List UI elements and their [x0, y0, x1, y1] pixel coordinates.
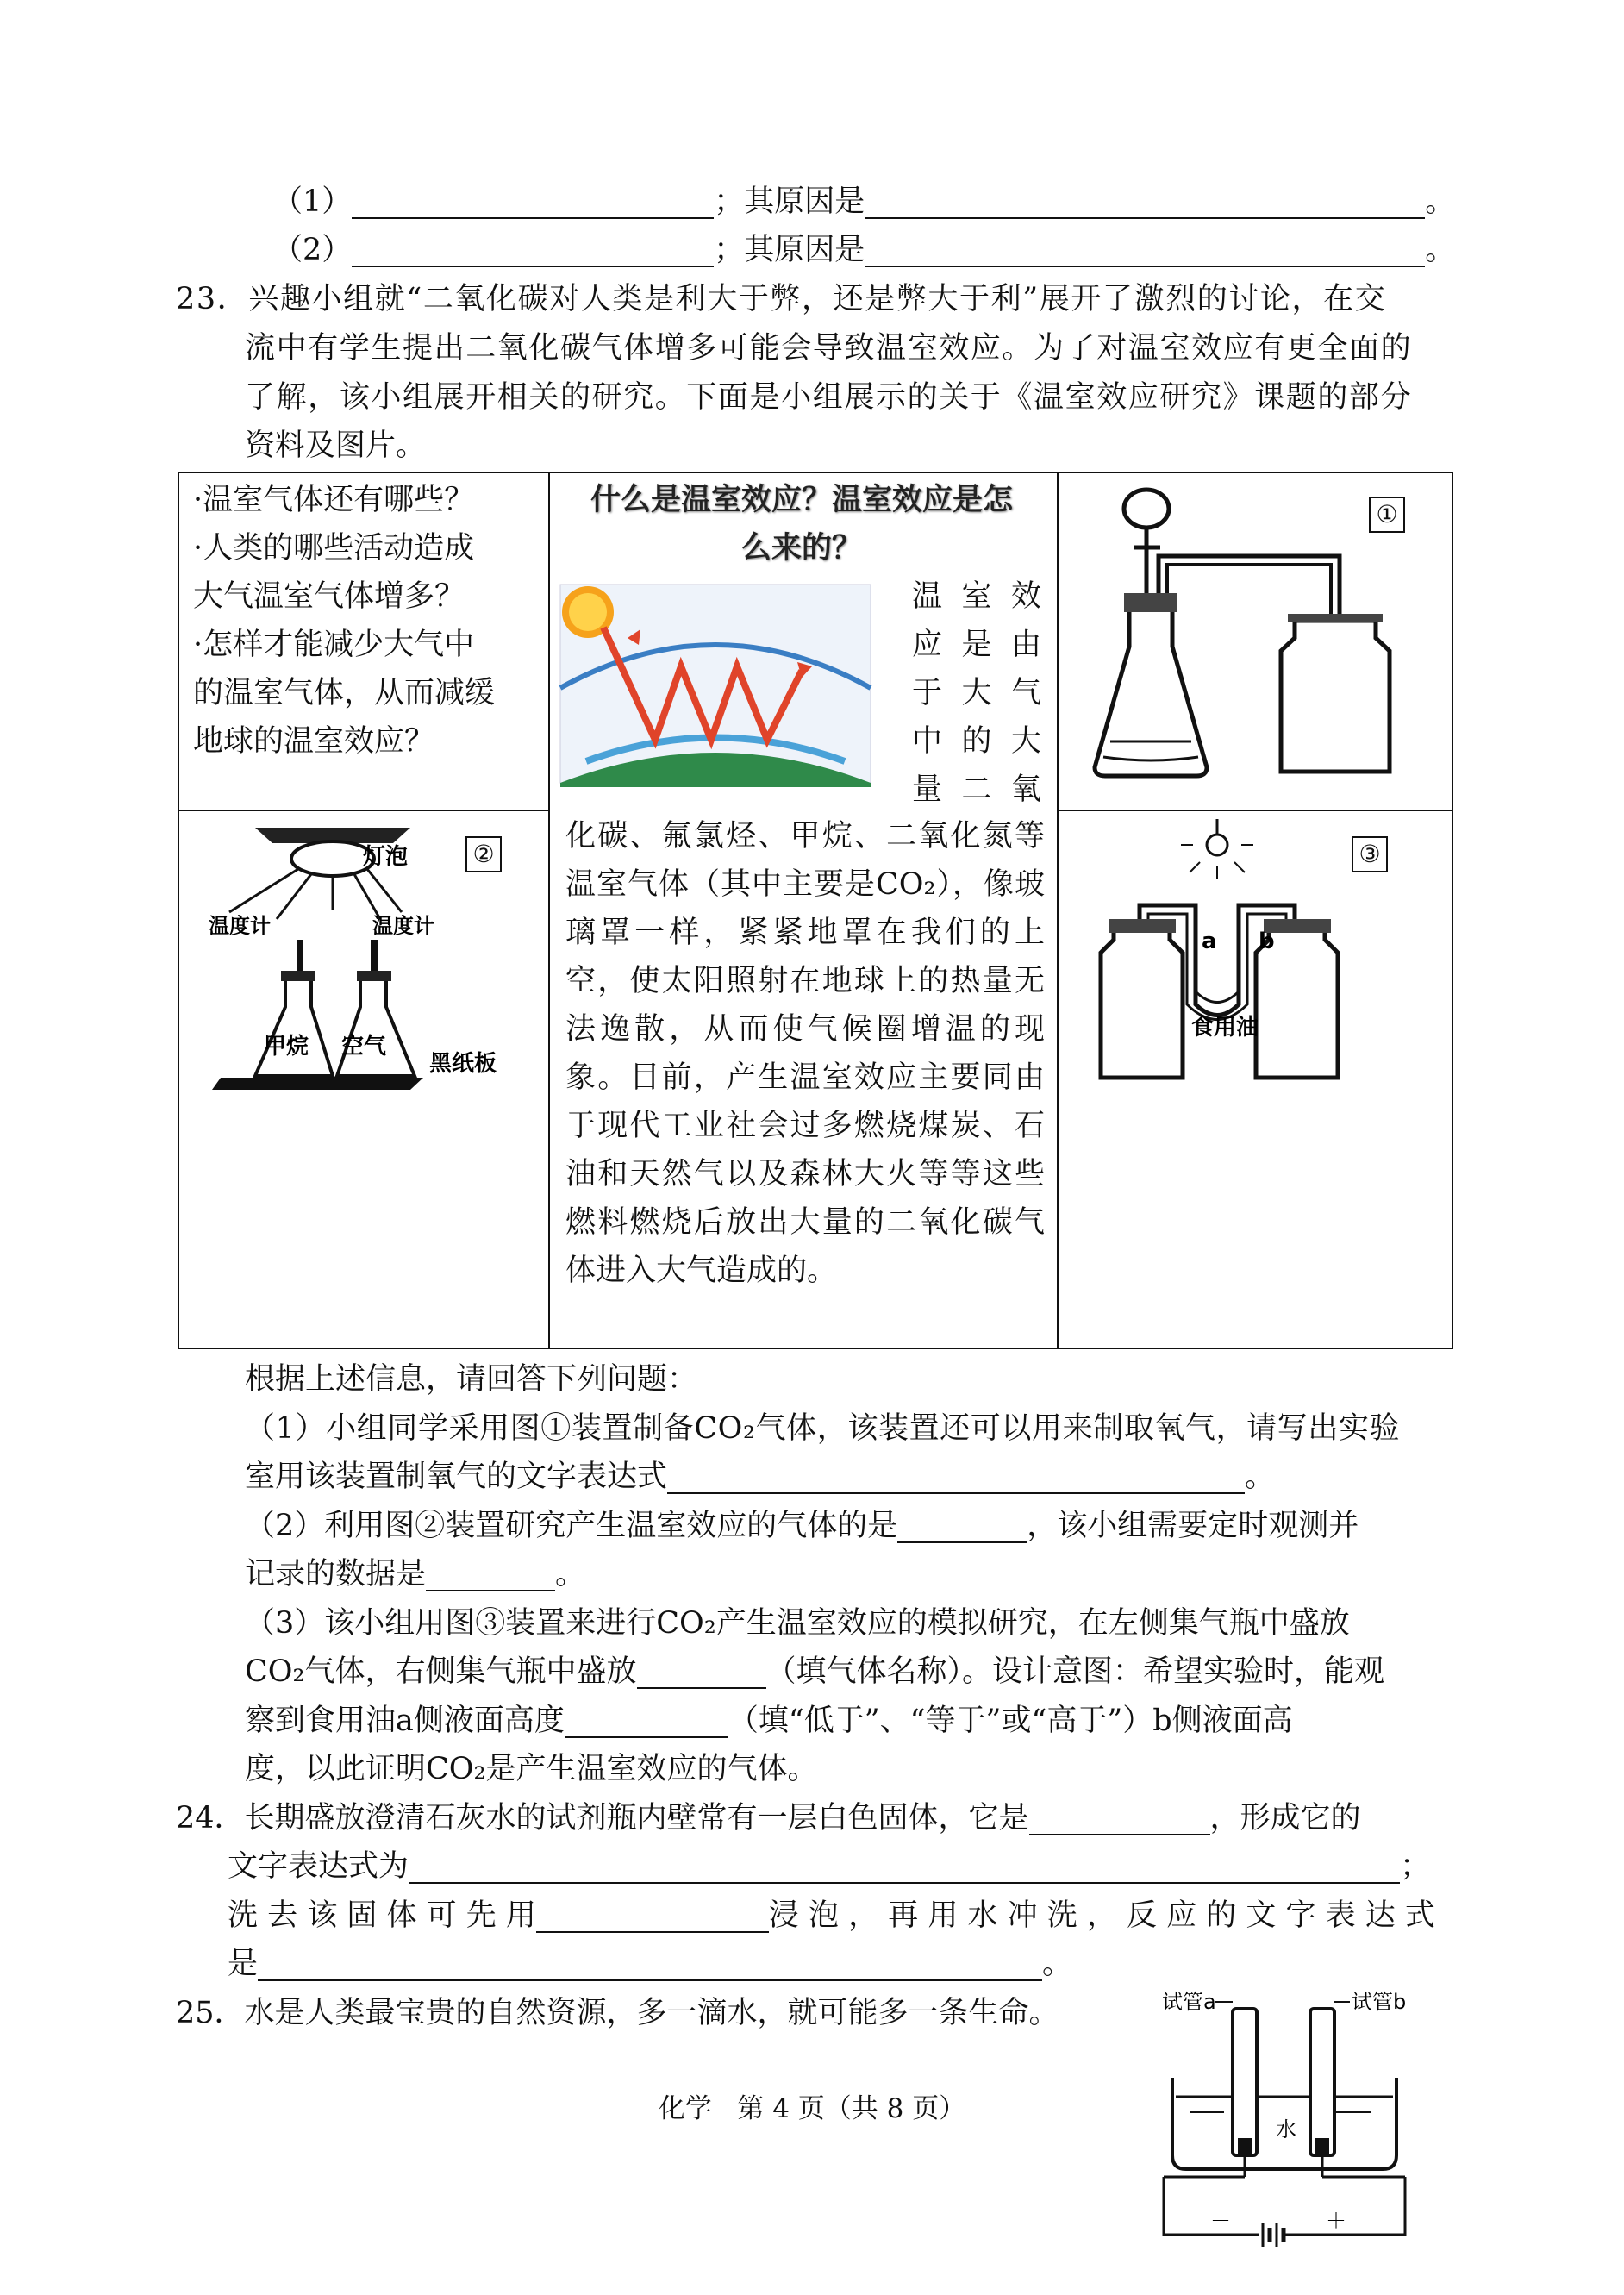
fig2-board-label: 黑纸板: [429, 1051, 497, 1077]
q24-line-2: [228, 1849, 1430, 1884]
flask-icon: [1095, 595, 1207, 776]
flask-left-icon: [255, 972, 333, 1076]
q23-3-text-b: （填气体名称）。设计意图：希望实验时，能观: [765, 1654, 1385, 1689]
q23-2-text-b: ，该小组需要定时观测并: [1027, 1509, 1359, 1543]
q24-line-1: [176, 1801, 1361, 1835]
q22-1-mid: ；其原因是: [714, 184, 865, 219]
q24-line-3: [228, 1898, 1435, 1933]
q23-2-record-text: 记录的数据是: [245, 1557, 427, 1591]
q23-3-text-c: 察到食用油a侧液面高度: [245, 1704, 565, 1738]
q23-prompt: 根据上述信息，请回答下列问题：: [245, 1362, 698, 1397]
q24-text-d: 洗 去 该 固 体 可 先 用: [228, 1898, 536, 1933]
period: 。: [555, 1557, 586, 1591]
q24-formula-blank[interactable]: [409, 1854, 1400, 1884]
flask-right-icon: [337, 972, 415, 1076]
question-line: ·温室气体还有哪些？: [193, 483, 475, 517]
question-line: 大气温室气体增多？: [193, 579, 465, 614]
q22-1-reason-blank[interactable]: [865, 190, 1425, 219]
figure-3-label: ③: [1352, 836, 1388, 872]
figure-1-label: ①: [1369, 497, 1405, 533]
q22-2-reason-blank[interactable]: [865, 238, 1425, 267]
table-divider-2: [1057, 473, 1059, 1348]
figure-2-thermometer-apparatus: [203, 817, 531, 1093]
footer-subject: 化学: [658, 2093, 712, 2124]
table-hline-left: [179, 810, 548, 811]
question-line: ·怎样才能减少大气中: [193, 628, 475, 662]
q23-2-text: （2）利用图②装置研究产生温室效应的气体的是: [245, 1509, 898, 1543]
gas-bottle-icon: [1281, 621, 1390, 772]
desc-line: 量 二 氧: [912, 772, 1041, 807]
tube-b-icon: [1310, 2009, 1334, 2155]
q22-line-2: [272, 233, 1455, 267]
q23-1-line-2: [245, 1460, 1275, 1494]
q24-text-e: 浸 泡 ， 再 用 水 冲 洗 ， 反 应 的 文 字 表 达 式: [768, 1898, 1435, 1933]
q24-text-b: ，形成它的: [1209, 1801, 1361, 1835]
q23-3-line-2: [245, 1654, 1384, 1689]
q24-line-4: [228, 1947, 1072, 1981]
left-bottle-icon: [1101, 922, 1183, 1078]
desc-line: 中 的 大: [912, 724, 1041, 759]
q24-reaction-blank[interactable]: [258, 1952, 1042, 1981]
q23-3-level-blank[interactable]: [565, 1709, 728, 1738]
q22-line-1: [272, 184, 1455, 219]
question-line: 地球的温室效应？: [193, 724, 435, 759]
q22-1-num: （1）: [272, 184, 353, 219]
greenhouse-effect-illustration: [552, 576, 879, 791]
q24-period: 。: [1042, 1947, 1073, 1981]
fig3-b-label: b: [1259, 929, 1275, 954]
q22-2-num: （2）: [272, 233, 353, 267]
tube-a-label: 试管a: [1162, 1990, 1216, 2014]
black-board-icon: [212, 1078, 423, 1090]
q24-semicolon: ；: [1400, 1849, 1431, 1884]
greenhouse-title-line: 什么是温室效应？温室效应是怎: [590, 482, 1013, 517]
plus-label: ＋: [1326, 2209, 1346, 2233]
q23-3-text-a: CO₂气体，右侧集气瓶中盛放: [245, 1654, 637, 1689]
q23-2-line-1: [245, 1509, 1359, 1543]
fig3-a-label: a: [1202, 929, 1217, 954]
q23-1-blank[interactable]: [667, 1465, 1245, 1494]
fig3-oil-label: 食用油: [1191, 1015, 1259, 1041]
q23-3-line-4: 度，以此证明CO₂是产生温室效应的气体。: [245, 1752, 818, 1786]
q23-2-line-2: [245, 1557, 585, 1591]
funnel-icon: [1124, 490, 1169, 528]
fig2-bulb-label: 灯泡: [363, 844, 409, 870]
lamp-icon: [1181, 819, 1253, 879]
question-line: 的温室气体，从而减缓: [193, 676, 496, 710]
q23-intro-2: 流中有学生提出二氧化碳气体增多可能会导致温室效应。为了对温室效应有更全面的: [245, 331, 1413, 366]
q22-2-end: 。: [1425, 233, 1456, 267]
q24-solid-blank[interactable]: [1029, 1806, 1210, 1835]
q23-2-data-blank[interactable]: [426, 1562, 555, 1591]
q22-2-mid: ；其原因是: [714, 233, 865, 267]
battery-icon: [1263, 2223, 1284, 2247]
table-divider-1: [548, 473, 550, 1348]
fig2-thermo-left-label: 温度计: [209, 914, 271, 938]
q25-line: 25．水是人类最宝贵的自然资源，多一滴水，就可能多一条生命。: [176, 1996, 1059, 2030]
fig2-air-label: 空气: [341, 1034, 387, 1060]
minus-label: －: [1210, 2209, 1231, 2233]
greenhouse-title-line: 么来的？: [740, 530, 862, 566]
fig2-methane-label: 甲烷: [264, 1034, 309, 1060]
q23-3-line-3: [245, 1704, 1293, 1738]
desc-line: 温 室 效: [912, 579, 1041, 614]
q23-intro-1: 23．兴趣小组就“二氧化碳对人类是利大于弊，还是弊大于利”展开了激烈的讨论，在交: [176, 282, 1387, 316]
water-label: 水: [1276, 2117, 1296, 2142]
q23-3-gas-blank[interactable]: [637, 1660, 766, 1689]
q24-text-c: 文字表达式为: [228, 1849, 409, 1884]
q23-1-line-1: （1）小组同学采用图①装置制备CO₂气体，该装置还可以用来制取氧气，请写出实验: [245, 1411, 1401, 1446]
greenhouse-title: [552, 476, 1052, 572]
q23-1-text: 室用该装置制氧气的文字表达式: [245, 1460, 668, 1494]
tube-b-label: 试管b: [1352, 1990, 1407, 2014]
question-list: [193, 476, 547, 766]
figure-2-label: ②: [465, 836, 502, 872]
q23-intro-4: 资料及图片。: [245, 428, 427, 463]
greenhouse-desc-paragraph: 化碳、氟氯烃、甲烷、二氧化氮等温室气体（其中主要是CO₂），像玻璃罩一样，紧紧地罩在我们的上空，使太阳照射在地球上的热量无法逸散，从而使气候圈增温的现象。目前，产生温室效应主要同由于现代工业社会过多燃烧煤炭、石油和天然气以及森林大火等等这些燃料燃烧后放出大量的二氧化碳气体进入大气造成的。: [565, 819, 1045, 1288]
q23-3-line-1: （3）该小组用图③装置来进行CO₂产生温室效应的模拟研究，在左侧集气瓶中盛放: [245, 1606, 1350, 1641]
q22-2-blank[interactable]: [352, 238, 714, 267]
question-line: ·人类的哪些活动造成: [193, 531, 475, 566]
fig2-thermo-right-label: 温度计: [372, 914, 434, 938]
q23-intro-3: 了解，该小组展开相关的研究。下面是小组展示的关于《温室效应研究》课题的部分: [245, 380, 1413, 415]
q22-1-end: 。: [1425, 184, 1456, 219]
period: 。: [1245, 1460, 1276, 1494]
figure-3-co2-simulation: [1088, 819, 1381, 1095]
q23-3-text-d: （填“低于”、“等于”或“高于”）b侧液面高: [728, 1704, 1293, 1738]
footer-page: 第 4 页（共 8 页）: [737, 2093, 966, 2124]
desc-line: 应 是 由: [912, 628, 1041, 662]
figure-1-co2-apparatus: [1095, 483, 1457, 819]
q22-1-blank[interactable]: [352, 190, 714, 219]
q24-wash-blank[interactable]: [536, 1904, 769, 1933]
q24-text-f: 是: [228, 1947, 259, 1981]
tube-a-icon: [1233, 2009, 1257, 2155]
q24-text-a: 24．长期盛放澄清石灰水的试剂瓶内壁常有一层白色固体，它是: [176, 1801, 1029, 1835]
q23-2-gas-blank[interactable]: [897, 1514, 1027, 1543]
page-footer: [0, 2086, 1624, 2125]
bulb-icon: [291, 841, 374, 876]
desc-line: 于 大 气: [912, 676, 1041, 710]
